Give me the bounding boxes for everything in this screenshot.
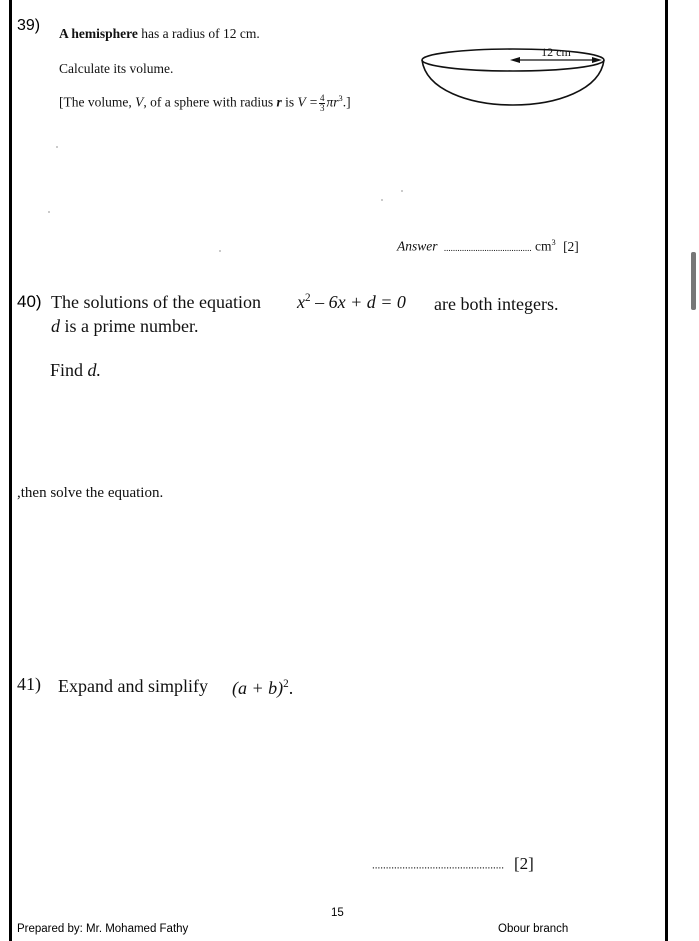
q40-eq-rest: – 6x + d = 0 <box>315 292 406 312</box>
radius-arrow-right <box>592 57 602 63</box>
q39-formula-tail: πr <box>326 94 339 110</box>
q40-line1-end: are both integers. <box>434 294 559 314</box>
scan-speck <box>401 190 403 192</box>
page-border-left <box>9 0 12 941</box>
radius-label: 12 cm <box>541 45 571 59</box>
q40-line2 <box>51 316 198 337</box>
q41-number: 41) <box>17 674 41 694</box>
q40-eq-exp: 2 <box>305 292 311 304</box>
hemisphere-diagram <box>418 40 610 140</box>
scan-speck <box>381 199 383 201</box>
page-number: 15 <box>331 907 344 919</box>
q39-formula-V: V <box>135 94 144 110</box>
q39-formula-is: is <box>285 94 295 110</box>
q39-formula-pre: [The volume, <box>59 94 132 110</box>
q39-answer-dots[interactable]: ....................................... <box>443 242 532 253</box>
q39-answer-label: Answer <box>397 238 438 254</box>
q39-formula <box>59 94 351 113</box>
q39-intro-rest: has a radius of 12 cm. <box>141 26 260 41</box>
q41-marks: [2] <box>514 854 534 873</box>
scrollbar-thumb[interactable] <box>691 252 696 310</box>
q39-formula-end: .] <box>342 94 351 110</box>
scan-speck <box>48 211 50 213</box>
q39-marks: [2] <box>563 238 579 254</box>
q39-answer-unit: cm <box>535 238 552 254</box>
q40-find <box>50 360 101 381</box>
q40-find-var: d. <box>87 360 102 380</box>
q39-instruction: Calculate its volume. <box>59 61 174 76</box>
q40-number: 40) <box>17 292 42 311</box>
q39-answer-unit-exp: 3 <box>551 238 556 247</box>
q40-then-solve: ,then solve the equation. <box>17 485 164 501</box>
q41-expr: (a + b) <box>232 678 284 698</box>
q40-line2-d: d <box>51 316 60 336</box>
q41-expr-end: . <box>288 678 294 698</box>
page-border-right <box>665 0 668 941</box>
q41-text: Expand and simplify <box>58 676 208 696</box>
q40-line2-rest: is a prime number. <box>64 316 199 336</box>
q39-intro-bold: A hemisphere <box>59 26 138 41</box>
q40-eq-x: x <box>297 292 305 312</box>
scan-speck <box>219 250 221 252</box>
footer-branch: Obour branch <box>498 923 569 935</box>
scan-speck <box>56 146 58 148</box>
radius-arrow-left <box>510 57 520 63</box>
q39-frac-num: 4 <box>319 93 325 103</box>
hemisphere-bowl <box>422 60 604 105</box>
q40-line1 <box>51 292 261 313</box>
q41-expr-exp: 2 <box>283 678 289 690</box>
q41-expression <box>232 678 293 699</box>
q39-frac-den: 3 <box>319 103 325 113</box>
q39-fraction <box>319 94 326 113</box>
footer-prepared-by: Prepared by: Mr. Mohamed Fathy <box>17 923 189 935</box>
q39-formula-exp: 3 <box>338 94 343 104</box>
q39-answer-line <box>397 238 579 255</box>
q39-formula-eq: V = <box>297 94 318 110</box>
q39-formula-r: r <box>276 94 282 110</box>
q40-equation <box>297 292 406 313</box>
q40-line1-text: The solutions of the equation <box>51 292 261 312</box>
q39-intro <box>59 26 260 42</box>
q39-number: 39) <box>17 17 41 34</box>
q41-answer-dots[interactable]: ................................................ <box>372 859 504 872</box>
q40-find-text: Find <box>50 360 84 380</box>
q39-formula-mid: , of a sphere with radius <box>143 94 274 110</box>
q41-answer-line <box>372 854 534 874</box>
